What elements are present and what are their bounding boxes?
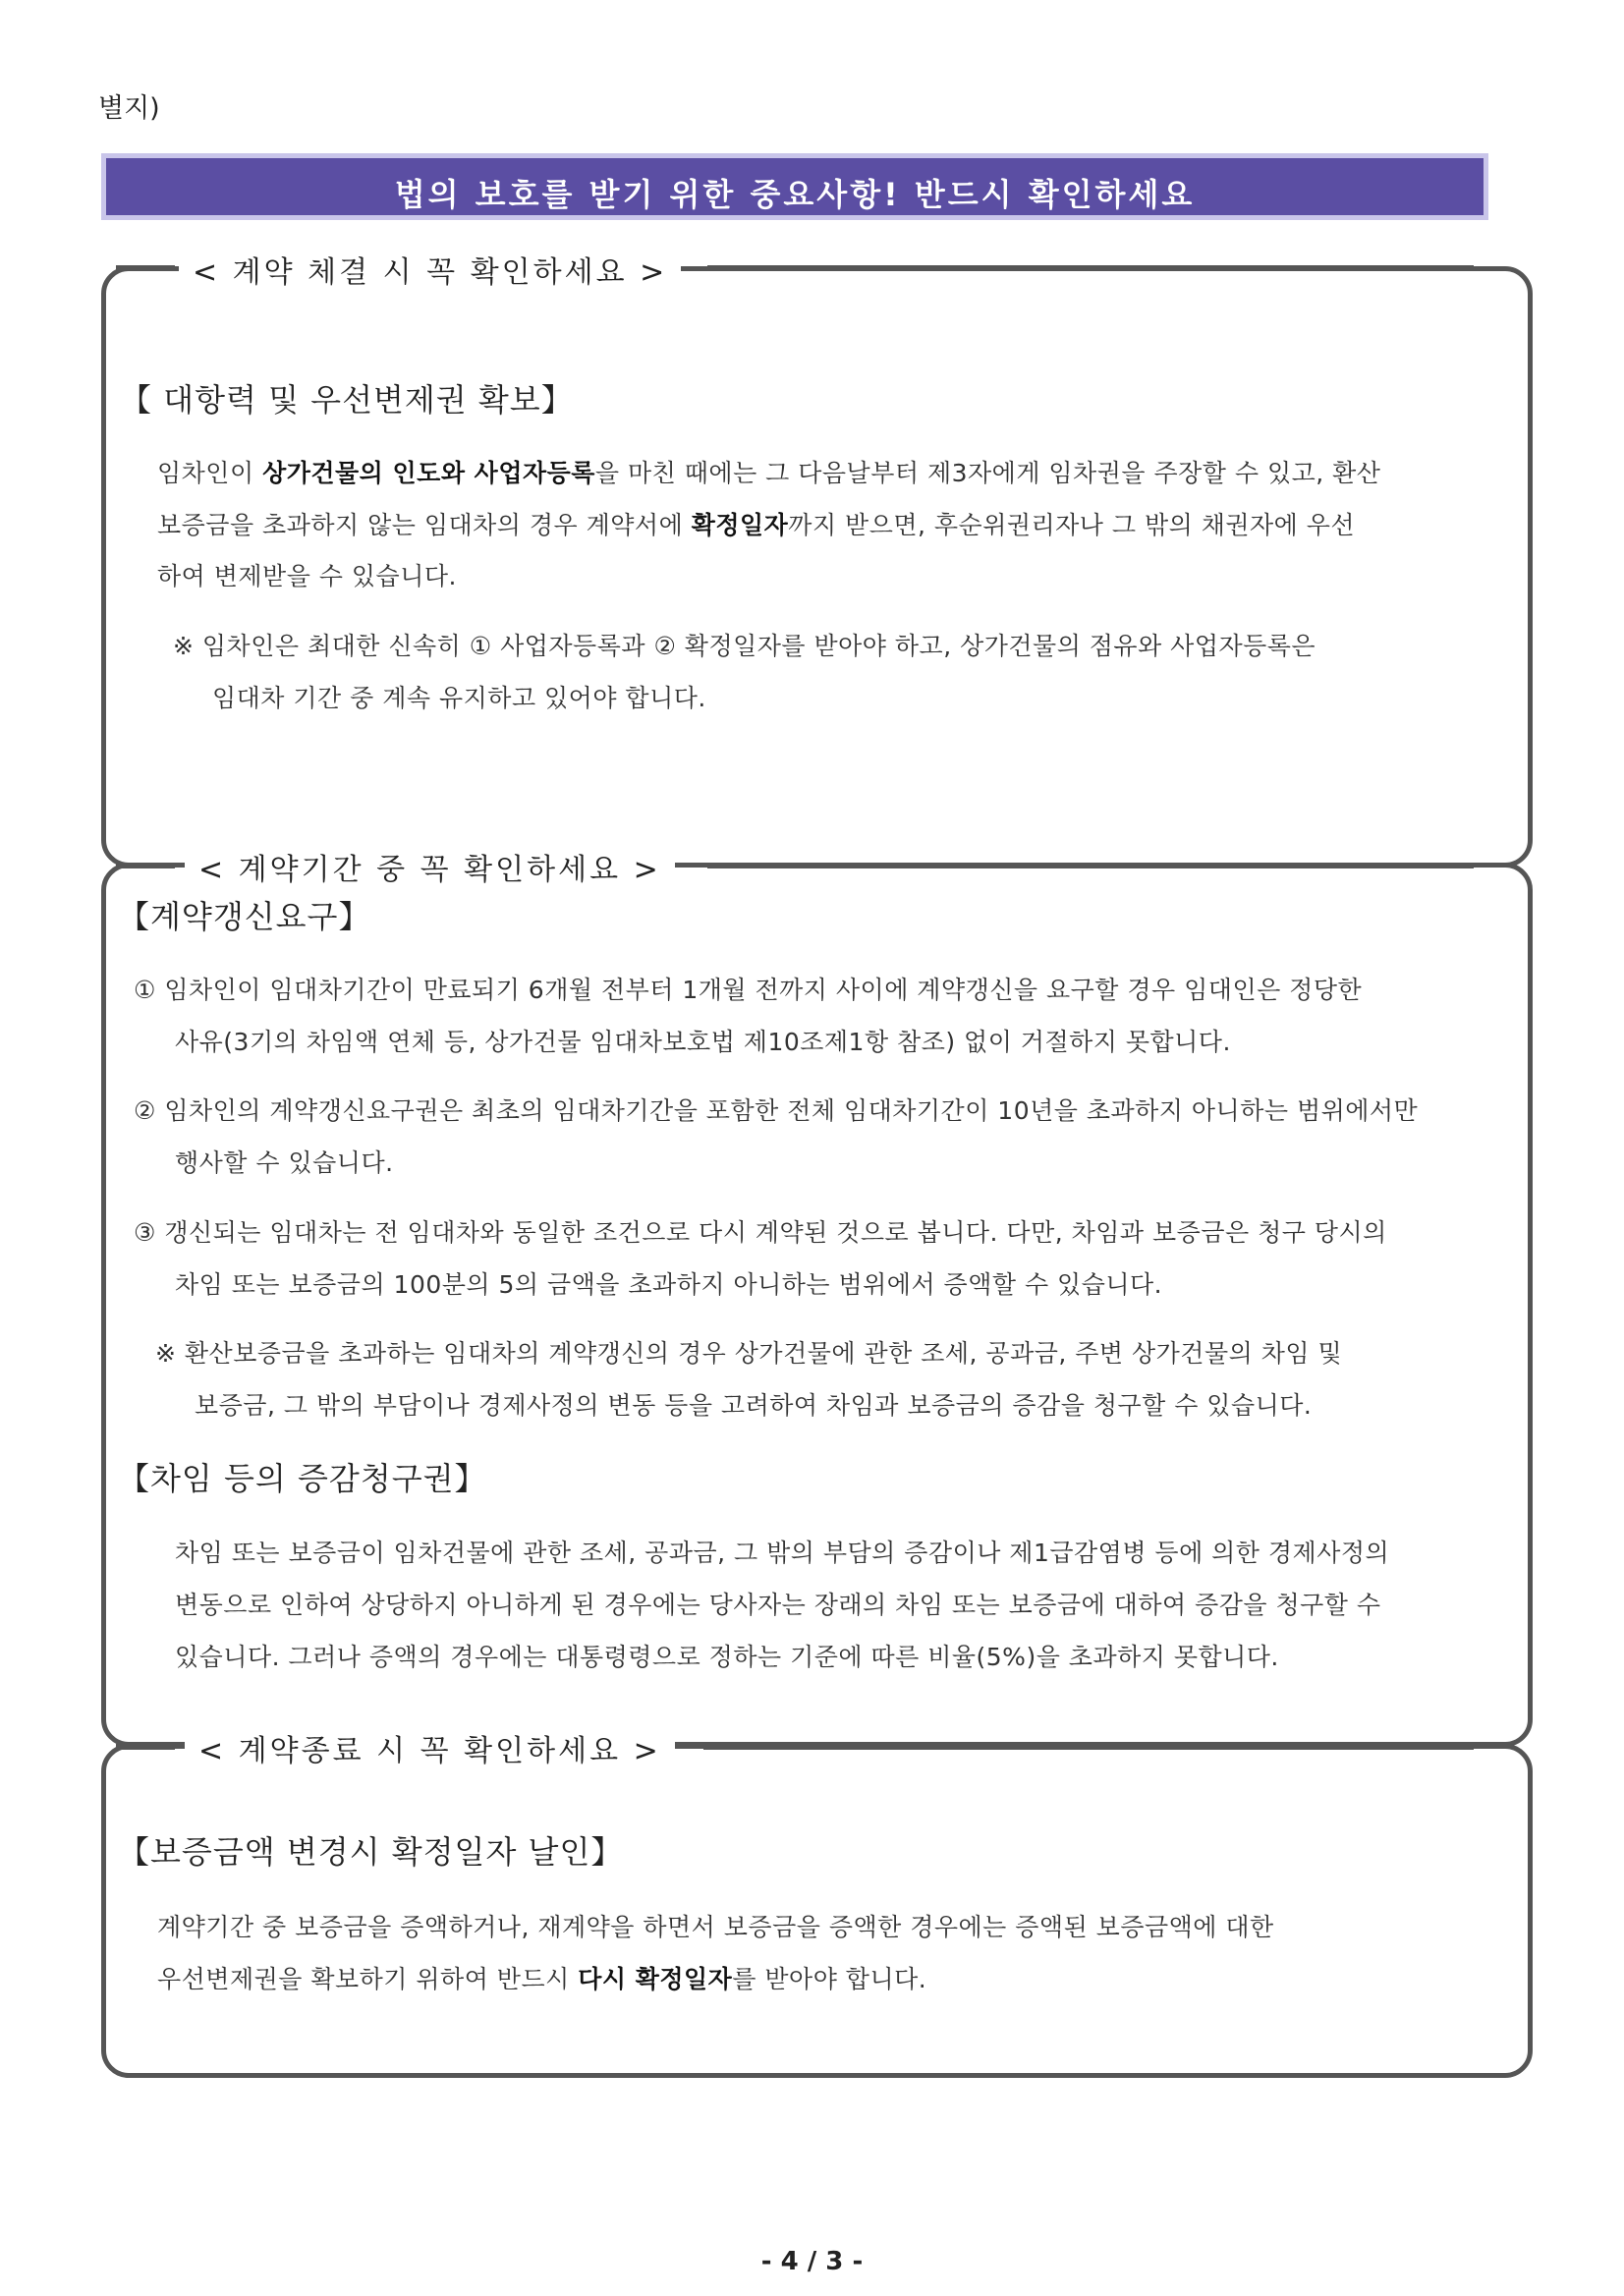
note-line: 보증금, 그 밖의 부담이나 경제사정의 변동 등을 고려하여 차임과 보증금의 증감을 청구할 수 있습니다. [195,1391,1313,1420]
section-divider [707,863,1474,868]
paragraph-line: 차임 또는 보증금이 임차건물에 관한 조세, 공과금, 그 밖의 부담의 증감이나 제1급감염병 등에 의한 경제사정의 [175,1539,1390,1567]
paragraph-line: 계약기간 중 보증금을 증액하거나, 재계약을 하면서 보증금을 증액한 경우에는 증액된 보증금액에 대한 [157,1913,1274,1941]
banner-title: 법의 보호를 받기 위한 중요사항! 반드시 확인하세요 [394,176,1196,213]
item-line: 사유(3기의 차임액 연체 등, 상가건물 임대차보호법 제10조제1항 참조) 없이 거절하지 못합니다. [175,1028,1231,1056]
section-divider [116,1744,175,1750]
paragraph-line: 있습니다. 그러나 증액의 경우에는 대통령령으로 정하는 기준에 따른 비율(5%)을 초과하지 못합니다. [175,1643,1279,1671]
section-heading: 【보증금액 변경시 확정일자 날인】 [118,1833,624,1871]
paragraph-line [157,506,1355,541]
section-heading: 【계약갱신요구】 [118,898,371,935]
attachment-label: 별지) [98,93,160,124]
notice-banner [101,153,1488,220]
section-divider [116,863,175,868]
section-heading: 【 대항력 및 우선변제권 확보】 [120,381,574,419]
item-line: ① 임차인이 임대차기간이 만료되기 6개월 전부터 1개월 전까지 사이에 계약갱신을 요구할 경우 임대인은 정당한 [134,976,1363,1004]
section-divider [707,265,1474,271]
section-title: < 계약 체결 시 꼭 확인하세요 > [179,248,681,291]
text-run: 를 받아야 합니다. [732,1965,927,1993]
emphasis-text: 상가건물의 인도와 사업자등록 [262,459,595,487]
note-line: ※ 임차인은 최대한 신속히 ① 사업자등록과 ② 확정일자를 받아야 하고, 상가건물의 점유와 사업자등록은 [173,632,1316,660]
text-run: 을 마친 때에는 그 다음날부터 제3자에게 임차권을 주장할 수 있고, 환산 [594,459,1381,487]
section-title: < 계약종료 시 꼭 확인하세요 > [185,1726,675,1769]
page-number: - 4 / 3 - [760,2247,864,2276]
section-title: < 계약기간 중 꼭 확인하세요 > [185,845,675,888]
note-line: ※ 환산보증금을 초과하는 임대차의 계약갱신의 경우 상가건물에 관한 조세, 공과금, 주변 상가건물의 차임 및 [155,1339,1343,1368]
item-line: 행사할 수 있습니다. [175,1148,394,1177]
section-divider [703,1744,1474,1750]
text-run: 우선변제권을 확보하기 위하여 반드시 [157,1965,579,1993]
note-line: 임대차 기간 중 계속 유지하고 있어야 합니다. [212,684,706,712]
emphasis-text: 다시 확정일자 [578,1965,733,1993]
paragraph-line [157,454,1380,489]
text-run: 보증금을 초과하지 않는 임대차의 경우 계약서에 [157,511,692,539]
section-divider [116,265,175,271]
item-line: ② 임차인의 계약갱신요구권은 최초의 임대차기간을 포함한 전체 임대차기간이 10년을 초과하지 아니하는 범위에서만 [134,1096,1419,1125]
section-heading: 【차임 등의 증감청구권】 [118,1460,487,1497]
paragraph-line: 하여 변제받을 수 있습니다. [157,562,457,590]
text-run: 까지 받으면, 후순위권리자나 그 밖의 채권자에 우선 [788,511,1356,539]
emphasis-text: 확정일자 [691,511,789,539]
item-line: 차임 또는 보증금의 100분의 5의 금액을 초과하지 아니하는 범위에서 증액할 수 있습니다. [175,1270,1163,1299]
text-run: 임차인이 [157,459,263,487]
paragraph-line: 변동으로 인하여 상당하지 아니하게 된 경우에는 당사자는 장래의 차임 또는 보증금에 대하여 증감을 청구할 수 [175,1591,1381,1619]
item-line: ③ 갱신되는 임대차는 전 임대차와 동일한 조건으로 다시 계약된 것으로 봅니다. 다만, 차임과 보증금은 청구 당시의 [134,1218,1387,1247]
paragraph-line [157,1960,926,1995]
